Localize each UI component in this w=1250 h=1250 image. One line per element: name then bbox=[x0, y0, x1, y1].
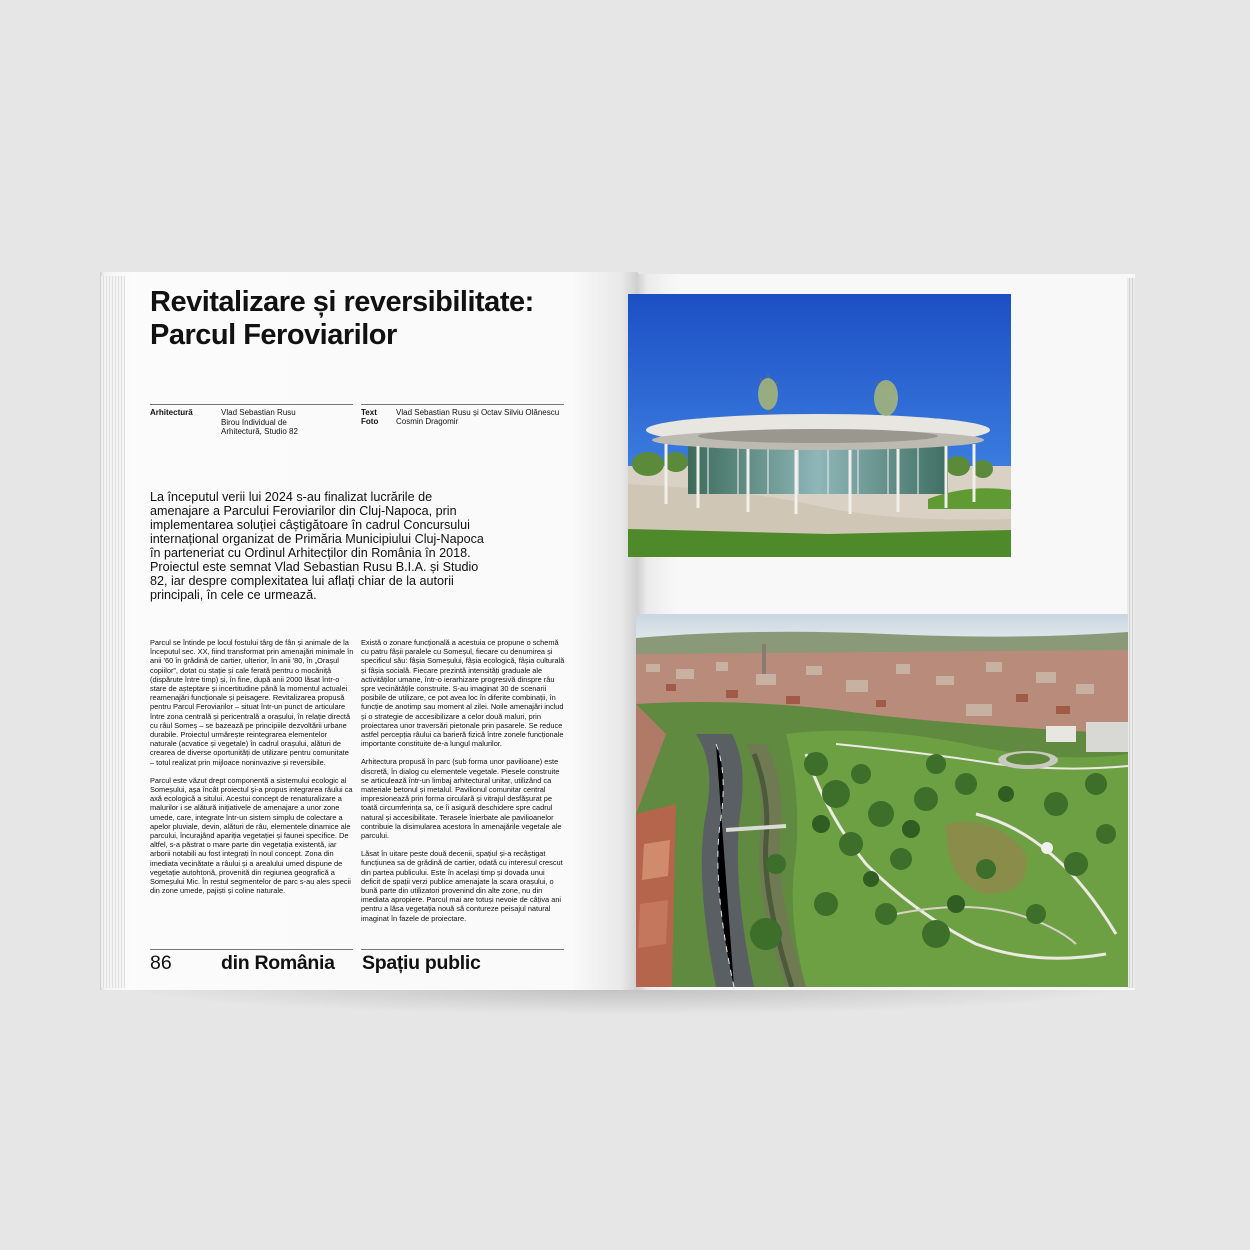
photo-value: Cosmin Dragomir bbox=[396, 417, 459, 426]
architecture-value: Vlad Sebastian Rusu Birou Individual de Arhitectură, Studio 82 bbox=[221, 408, 298, 436]
body-paragraph: Arhitectura propusă în parc (sub forma unor pavilioane) este discretă, în dialog cu elementele vegetale. Piesele construite se articulează într-un limbaj arhitectural unitar, utilizând ca materiale betonul și metalul. Pavilionul comunitar central impresionează prin forma circulară și vitrajul desfășurat pe toată circumferința sa, ce îi asigură deschidere spre cadrul natural și accesibilitate. Terasele înierbate ale pavilioanelor contribuie la disimularea acestora în amenajările vegetale ale parcului. bbox=[361, 757, 562, 841]
page-edges bbox=[1127, 278, 1135, 988]
left-page bbox=[100, 272, 638, 990]
body-paragraph: Parcul este văzut drept componentă a sistemului ecologic al Someșului, așa încât proiectul și-a propus integrarea râului ca axă ecologică a sitului. Acestui concept de renaturalizare a malurilor i se alătură inițiativele de amenajare a unor zone umede, care, integrate într-un sistem simplu de colectare a apelor pluviale, devin, alături de râu, elementele dinamice ale parcului, încurajând apariția vegetației și faunei specifice. De altfel, s-a păstrat o mare parte din vegetația existentă, iar arborii notabili au fost integrați în noul concept. Zona din imediata vecinătate a râului și a arealului umed dispune de vegetație autohtonă, provenită din regiunea geografică a Someșului Mic. În restul segmentelor de parc s-au ales specii din zone umede, pajiști și coline naturale. bbox=[150, 775, 353, 896]
credits-rule bbox=[361, 404, 564, 405]
footer-rule bbox=[361, 949, 564, 950]
architecture-label: Arhitectură bbox=[150, 408, 193, 417]
page-number: 86 bbox=[150, 952, 172, 974]
footer-rule bbox=[150, 949, 353, 950]
section-name: din România bbox=[221, 952, 335, 974]
text-value: Vlad Sebastian Rusu și Octav Silviu Olănescu bbox=[396, 408, 560, 417]
body-paragraph: Există o zonare funcțională a acestuia ce propune o schemă cu patru fâșii paralele cu Someșul, fiecare cu denumirea și specificul său: fâșia Someșului, fâșia ecologică, fâșia culturală și fâșia socială. Fiecare prezintă intensități graduale ale activităților umane, într-o ierarhizare progresivă dinspre râu spre vecinătățile construite. S-au imaginat 30 de scenarii posibile de utilizare, ce pot avea loc în diferite combinații, în funcție de anotimp sau moment al zilei. Noile amenajări includ și o strategie de accesibilizare a celor două maluri, prin proiectarea unor traversări pietonale prin pasarele. Se reduce astfel percepția râului ca barieră fizică între zonele funcționale importante constituite de-a lungul malurilor. bbox=[361, 638, 565, 749]
body-column-right bbox=[361, 638, 565, 932]
body-column-left bbox=[150, 638, 354, 904]
credits-text-photo bbox=[361, 404, 564, 426]
aerial-park-photo bbox=[636, 614, 1128, 987]
body-paragraph: Lăsat în uitare peste două decenii, spațiul și-a recâștigat funcțiunea sa de grădină de cartier, odată cu interesul crescut din partea publicului. Este în același timp și dovada unui deficit de spații verzi publice amenajate la scara orașului, o bună parte din utilizatori provenind din alte zone, nu din imediata apropiere. Parcul mai are totuși nevoie de câțiva ani pentru a lăsa vegetația nouă să contureze peisajul natural imaginat în fazele de proiectare. bbox=[361, 849, 563, 923]
credits-architecture bbox=[150, 404, 353, 436]
page-edges bbox=[101, 276, 125, 988]
body-paragraph: Parcul se întinde pe locul fostului târg de fân și animale de la începutul sec. XX, fiind transformat prin amenajări minimale în anii '60 în grădină de cartier, ulterior, în anii '80, în „Orașul copiilor”, dotat cu stație și cale ferată pentru o mocăniță (dispărute între timp) și, în fine, după anii 2000 lăsat într-o stare de așteptare și incertitudine până la momentul actualei reamenajări funcționale și peisagere. Revitalizarea propusă pentru Parcul Feroviarilor – situat într-un punct de articulare între zona centrală și pericentrală a orașului, în relație directă cu râul Someș – se bazează pe principiile dezvoltării urbane durabile. Proiectul urmărește reintegrarea elementelor naturale (acvatice și vegetale) în cadrul orașului, alături de crearea de diverse oportunități de utilizare pentru comunitate – totul realizat prin mijloace noninvazive și reversibile. bbox=[150, 638, 354, 767]
pavilion-photo bbox=[628, 294, 1011, 557]
lead-paragraph: La începutul verii lui 2024 s-au finalizat lucrările de amenajare a Parcului Feroviarilor din Cluj-Napoca, prin implementarea soluției câștigătoare în cadrul Concursului internațional organizat de Primăria Municipiului Cluj-Napoca în parteneriat cu Ordinul Arhitecților din România în 2018. Proiectul este semnat Vlad Sebastian Rusu B.I.A. și Studio 82, iar despre complexitatea lui aflați chiar de la autorii principali, în cele ce urmează. bbox=[150, 490, 484, 602]
category-name: Spațiu public bbox=[362, 952, 481, 974]
credits-rule bbox=[150, 404, 353, 405]
article-title: Revitalizare și reversibilitate: Parcul Feroviarilor bbox=[150, 286, 534, 351]
aerial-city-park-illustration bbox=[636, 614, 1128, 987]
photo-label: Foto bbox=[361, 417, 379, 426]
circular-pavilion-illustration bbox=[628, 294, 1011, 557]
text-label: Text bbox=[361, 408, 377, 417]
